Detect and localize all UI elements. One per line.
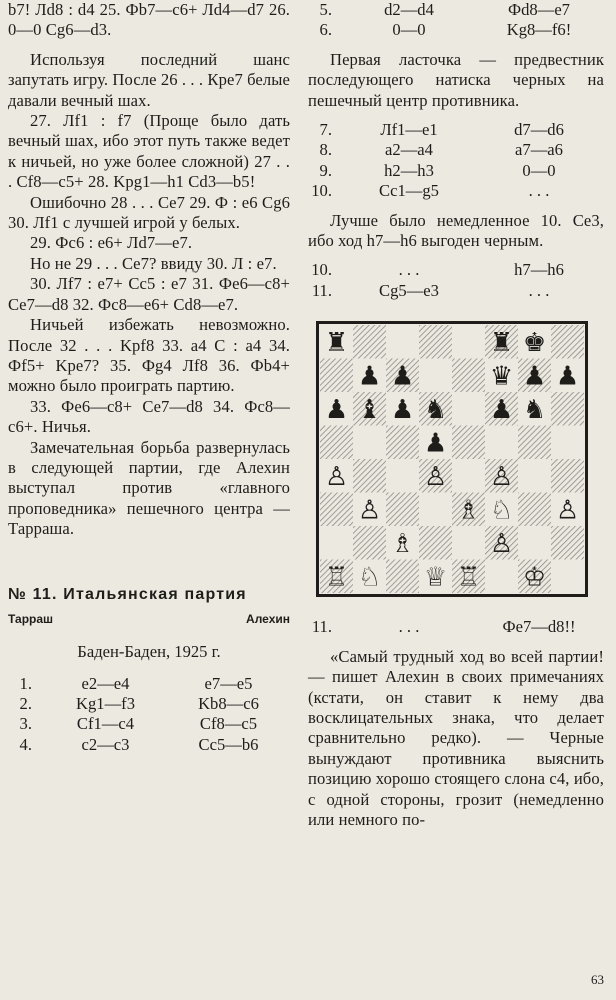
light-square [452,526,485,560]
chess-piece: ♙ [489,529,514,560]
paragraph: Первая ласточка — предвестник последующего натиска черных на пешечный центр противника. [308,49,604,110]
light-square [452,459,485,493]
dark-square [551,325,584,359]
move-row: 7. Лf1—e1 d7—d6 [319,120,564,140]
light-square [518,526,551,560]
move-row: 1. e2—e4 e7—e5 [19,673,253,693]
chess-piece: ♗ [456,495,481,526]
chess-piece: ♟ [357,361,382,392]
dark-square [386,493,419,527]
chess-piece: ♘ [357,562,382,593]
move-row: 9. h2—h3 0—0 [319,160,556,180]
chess-piece: ♞ [522,395,547,426]
dark-square [551,392,584,426]
chess-piece: ♖ [324,562,349,593]
light-square [485,426,518,460]
chess-piece: ♗ [390,529,415,560]
move-row: 4. c2—c3 Cc5—b6 [19,734,259,754]
light-square [452,325,485,359]
venue: Баден-Баден, 1925 г. [77,641,221,661]
paragraph: Лучше было немедленное 10. Ce3, ибо ход h7—h6 выгоден черным. [308,210,604,251]
chess-piece: ♘ [489,495,514,526]
paragraph: Но не 29 . . . Ce7? ввиду 30. Л : e7. [30,253,277,273]
paragraph: 29. Фc6 : e6+ Лd7—e7. [30,233,193,253]
moves-list [308,120,604,202]
light-square [551,426,584,460]
chess-piece: ♟ [390,395,415,426]
move-row: 2. Kg1—f3 Kb8—c6 [19,693,259,713]
light-square [551,560,584,594]
chess-piece: ♙ [555,495,580,526]
paragraph: «Самый трудный ход во всей партии! — пишет Алехин в своих примечаниях (кстати, он ставит к нему два восклицательных знака, что делает сравнительно редко). — Черные вынуждают противника выяснить позицию хорошо стоящего слона c4, ибо, с одной стороны, грозит (немедленно или немного по- [308,646,604,829]
dark-square [353,459,386,493]
chess-piece: ♕ [423,562,448,593]
left-column [8,0,290,755]
right-column [308,0,604,830]
chess-piece: ♛ [489,361,514,392]
dark-square [518,426,551,460]
dark-square [320,493,353,527]
moves-list [308,260,604,301]
light-square [386,459,419,493]
chess-piece: ♜ [489,328,514,359]
light-square [320,526,353,560]
dark-square [320,359,353,393]
light-square [353,426,386,460]
chess-piece: ♟ [390,361,415,392]
chess-board-diagram [316,321,588,597]
paragraph: b7! Лd8 : d4 25. Фb7—c6+ Лd4—d7 26. 0—0 Cg6—d3. [8,0,290,40]
move-row: 10. Cc1—g5 . . . [311,181,550,201]
dark-square [452,359,485,393]
move-row: 10. . . . h7—h6 [311,260,564,280]
dark-square [386,426,419,460]
chess-piece: ♙ [489,462,514,493]
chess-piece: ♟ [324,395,349,426]
white-player: Тарраш [8,611,54,626]
light-square [518,459,551,493]
move-row: 11. Cg5—e3 . . . [311,280,550,300]
paragraph: 27. Лf1 : f7 (Проще было дать вечный шах, ибо этот путь также ведет к ничьей, но уже более сложной) 27 . . . Cf8—c5+ 28. Kpg1—h1 Cd3—b5! [8,111,290,192]
dark-square [419,325,452,359]
paragraph: Замечательная борьба развернулась в следующей партии, где Алехин выступал против «главного проповедника» пешечного центра — Тарраша. [8,437,290,539]
move-row: 11. . . . Фe7—d8!! [311,617,576,637]
chess-piece: ♟ [489,395,514,426]
chess-piece: ♟ [423,428,448,459]
light-square [452,392,485,426]
players-line [8,612,290,626]
dark-square [452,426,485,460]
chess-piece: ♙ [324,462,349,493]
page-number: 63 [591,972,604,987]
move-row: 5. d2—d4 Фd8—e7 [319,0,570,19]
dark-square [551,526,584,560]
game-title: № 11. Итальянская партия [8,585,247,603]
move-row: 6. 0—0 Kg8—f6! [319,20,572,40]
dark-square [320,426,353,460]
chess-piece: ♙ [357,495,382,526]
chess-piece: ♟ [522,361,547,392]
black-player: Алехин [246,611,290,626]
chess-piece: ♚ [522,328,547,359]
dark-square [518,493,551,527]
dark-square [353,325,386,359]
paragraph: Ошибочно 28 . . . Ce7 29. Ф : e6 Cg6 30. Лf1 с лучшей игрой у белых. [8,192,290,233]
chess-piece: ♙ [423,462,448,493]
moves-list [8,674,290,756]
chess-piece: ♝ [357,395,382,426]
paragraph: 30. Лf7 : e7+ Cc5 : e7 31. Фe6—c8+ Ce7—d8 32. Фc8—e6+ Cd8—e7. [8,274,290,314]
chess-piece: ♔ [522,562,547,593]
dark-square [386,560,419,594]
light-square [419,359,452,393]
chess-piece: ♟ [555,361,580,392]
dark-square [551,459,584,493]
paragraph: Ничьей избежать невозможно. После 32 . . . Kpf8 33. a4 C : a4 34. Фf5+ Kpe7? 35. Фg4 Лf8 36. Фb4+ можно было проиграть партию. [8,315,290,396]
light-square [419,493,452,527]
dark-square [419,526,452,560]
move-row: 3. Cf1—c4 Cf8—c5 [19,714,258,734]
dark-square [353,526,386,560]
move-row: 8. a2—a4 a7—a6 [319,140,563,160]
chess-piece: ♖ [456,562,481,593]
chess-piece: ♜ [324,328,349,359]
moves-list [308,0,604,41]
paragraph: Используя последний шанс запутать игру. После 26 . . . Кре7 белые давали вечный шах. [8,49,290,110]
moves-list [308,617,604,637]
paragraph: 33. Фe6—c8+ Ce7—d8 34. Фc8—c6+. Ничья. [8,396,290,437]
chess-piece: ♞ [423,395,448,426]
light-square [386,325,419,359]
light-square [485,560,518,594]
